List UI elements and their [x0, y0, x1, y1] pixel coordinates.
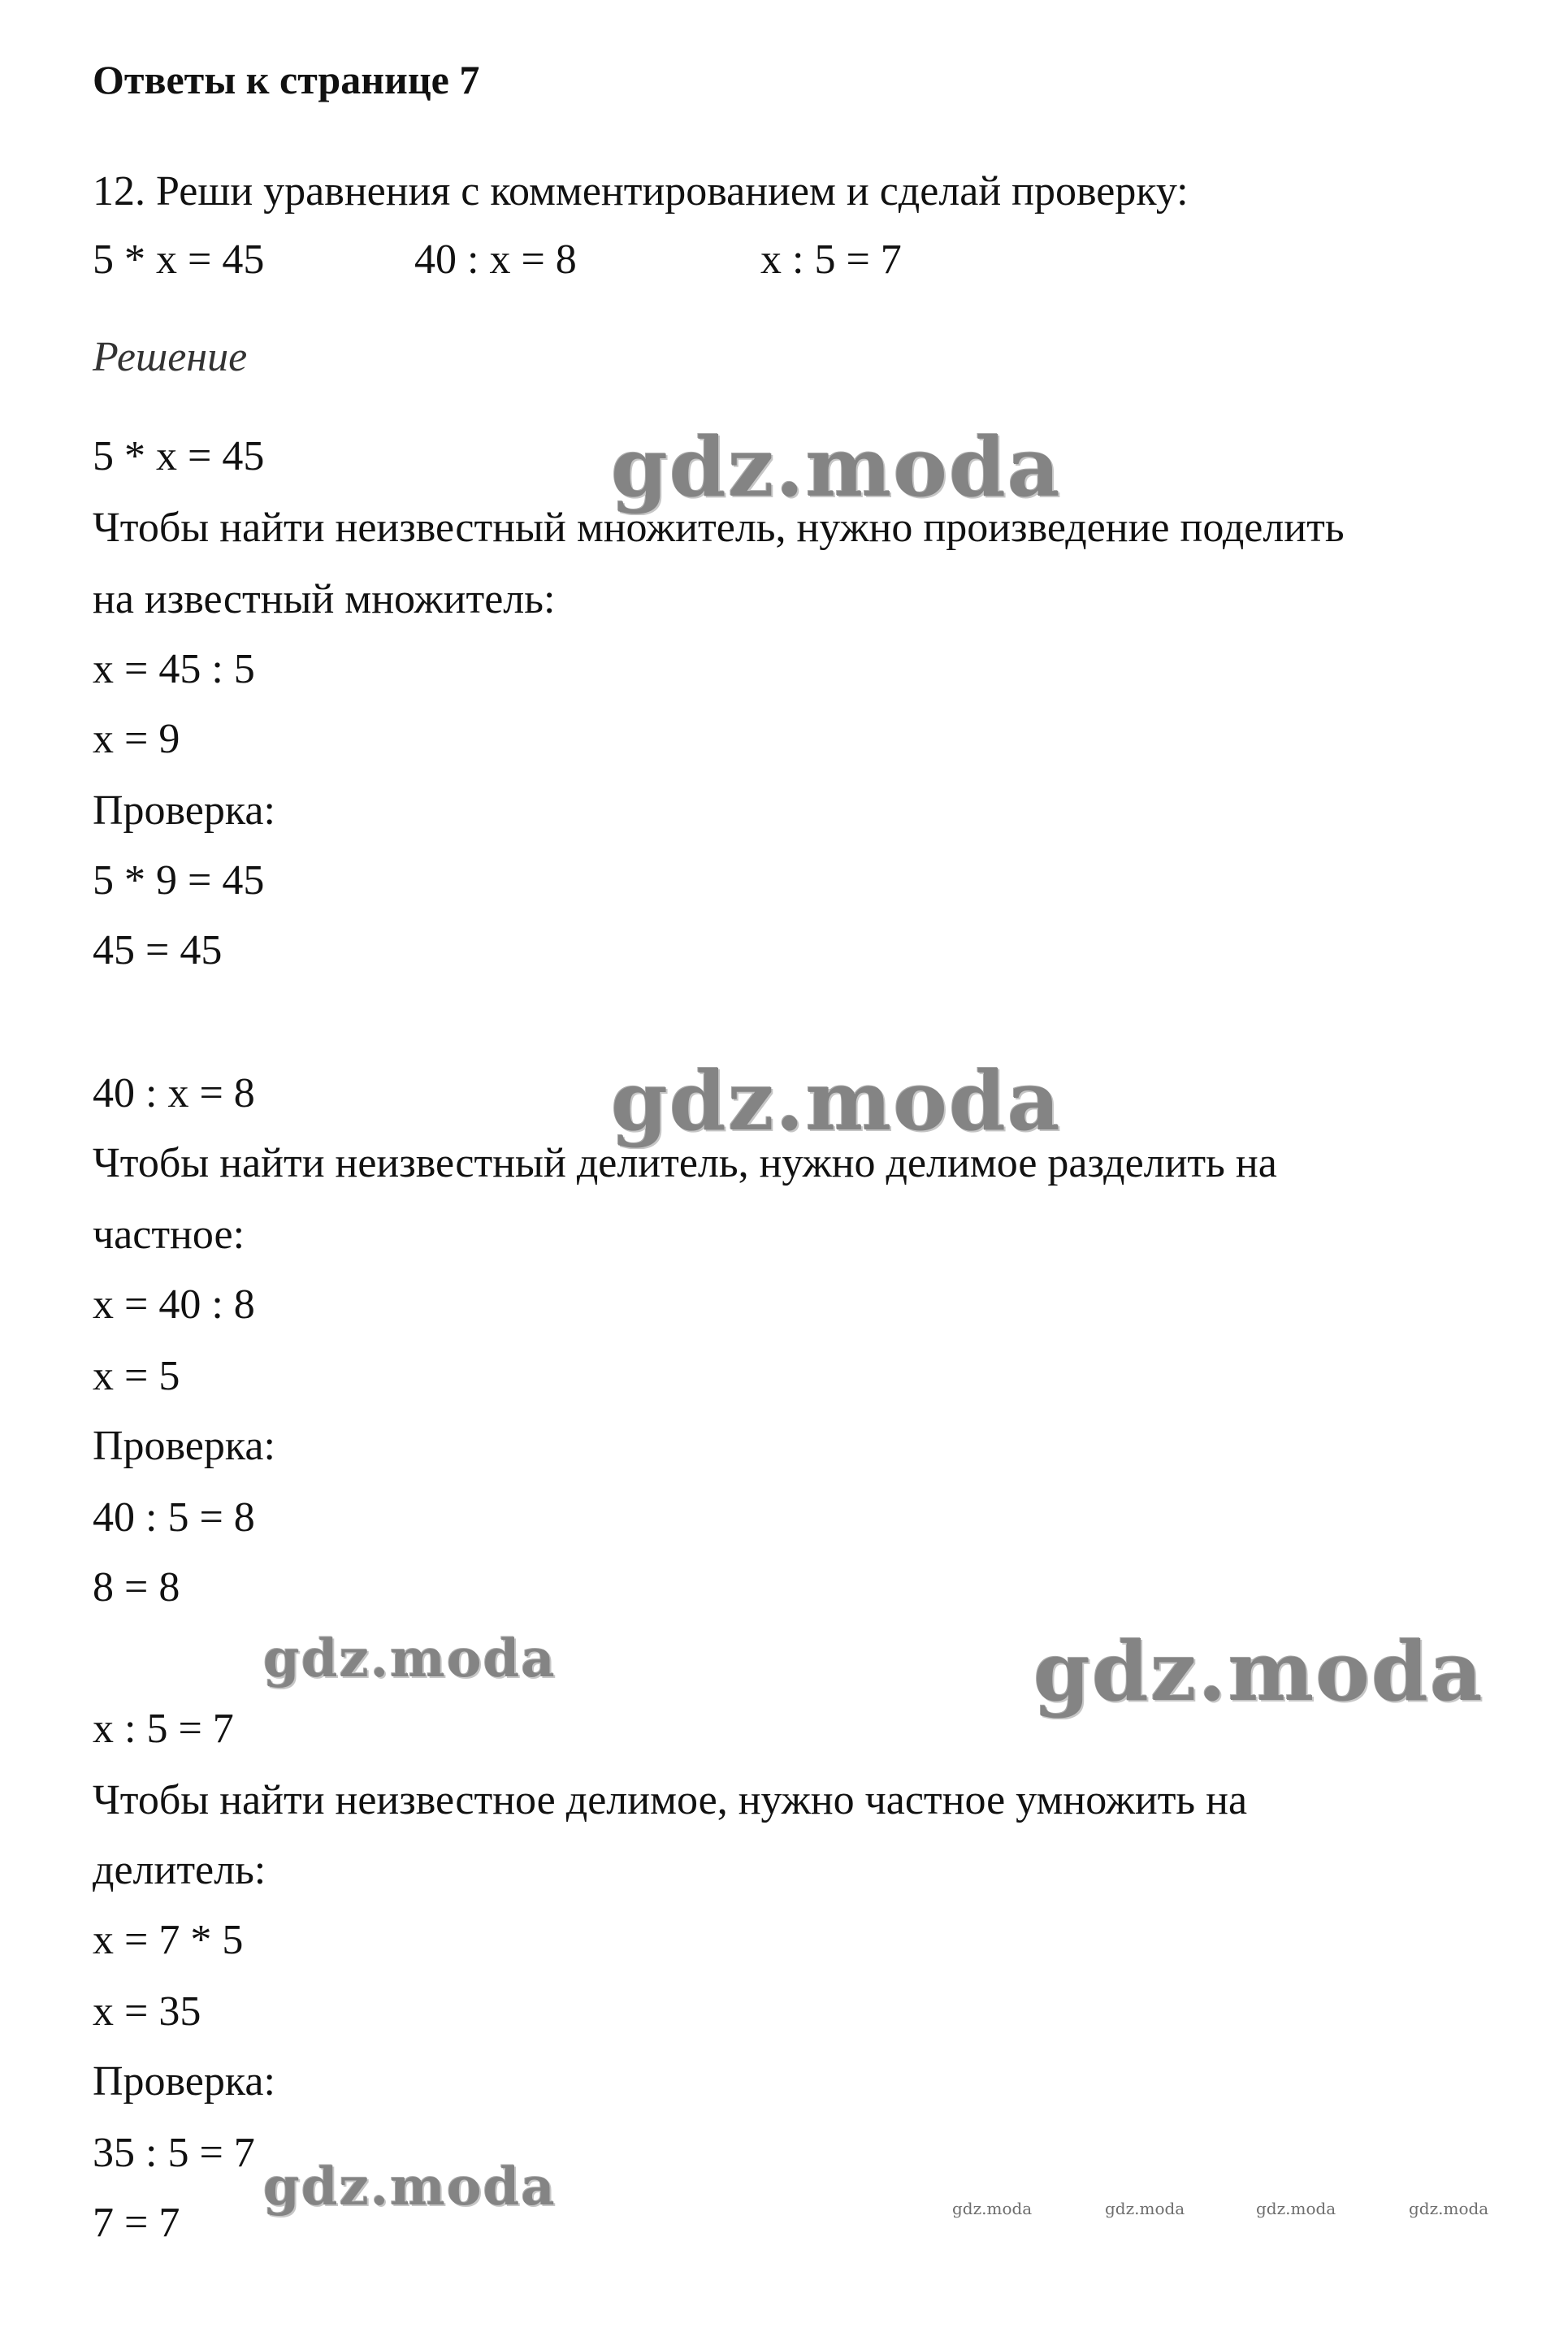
block1-step2: x = 9	[93, 716, 180, 762]
watermark-logo: gdz.moda	[1105, 2199, 1185, 2218]
block2-rule-line2: частное:	[93, 1212, 245, 1258]
block1-rule-line1: Чтобы найти неизвестный множитель, нужно произведение поделить	[93, 505, 1345, 551]
block2-step2: x = 5	[93, 1353, 180, 1399]
block1-step1: x = 45 : 5	[93, 646, 255, 692]
block1-rule-line2: на известный множитель:	[93, 576, 556, 622]
watermark-logo: gdz.moda	[611, 419, 1062, 515]
watermark-logo: gdz.moda	[263, 2157, 557, 2217]
watermark-logo: gdz.moda	[611, 1053, 1062, 1149]
block2-rule-line1: Чтобы найти неизвестный делитель, нужно делимое разделить на	[93, 1140, 1277, 1186]
block2-check2: 8 = 8	[93, 1564, 180, 1611]
block3-check-label: Проверка:	[93, 2058, 275, 2105]
task-statement: 12. Реши уравнения с комментированием и сделай проверку:	[93, 168, 1189, 215]
block3-check2: 7 = 7	[93, 2200, 180, 2246]
block3-step2: x = 35	[93, 1988, 201, 2035]
watermark-logo: gdz.moda	[1033, 1624, 1484, 1719]
watermark-logo: gdz.moda	[1256, 2199, 1336, 2218]
task-equation-2: 40 : x = 8	[414, 236, 577, 283]
block3-equation: x : 5 = 7	[93, 1706, 234, 1752]
block3-step1: x = 7 * 5	[93, 1917, 244, 1963]
block3-rule-line2: делитель:	[93, 1847, 266, 1893]
watermark-logo: gdz.moda	[263, 1628, 557, 1689]
block3-check1: 35 : 5 = 7	[93, 2130, 255, 2176]
block3-rule-line1: Чтобы найти неизвестное делимое, нужно частное умножить на	[93, 1777, 1248, 1823]
block2-step1: x = 40 : 8	[93, 1281, 255, 1328]
task-equation-1: 5 * x = 45	[93, 236, 265, 283]
block1-check-label: Проверка:	[93, 787, 275, 834]
block1-check2: 45 = 45	[93, 927, 223, 973]
watermark-logo: gdz.moda	[1409, 2199, 1489, 2218]
block1-equation: 5 * x = 45	[93, 433, 265, 479]
block2-equation: 40 : x = 8	[93, 1070, 255, 1116]
page-title: Ответы к странице 7	[93, 57, 480, 102]
block2-check1: 40 : 5 = 8	[93, 1494, 255, 1541]
solution-heading: Решение	[93, 334, 248, 380]
watermark-logo: gdz.moda	[952, 2199, 1033, 2218]
task-equation-3: x : 5 = 7	[760, 236, 902, 283]
block2-check-label: Проверка:	[93, 1423, 275, 1469]
block1-check1: 5 * 9 = 45	[93, 857, 265, 904]
